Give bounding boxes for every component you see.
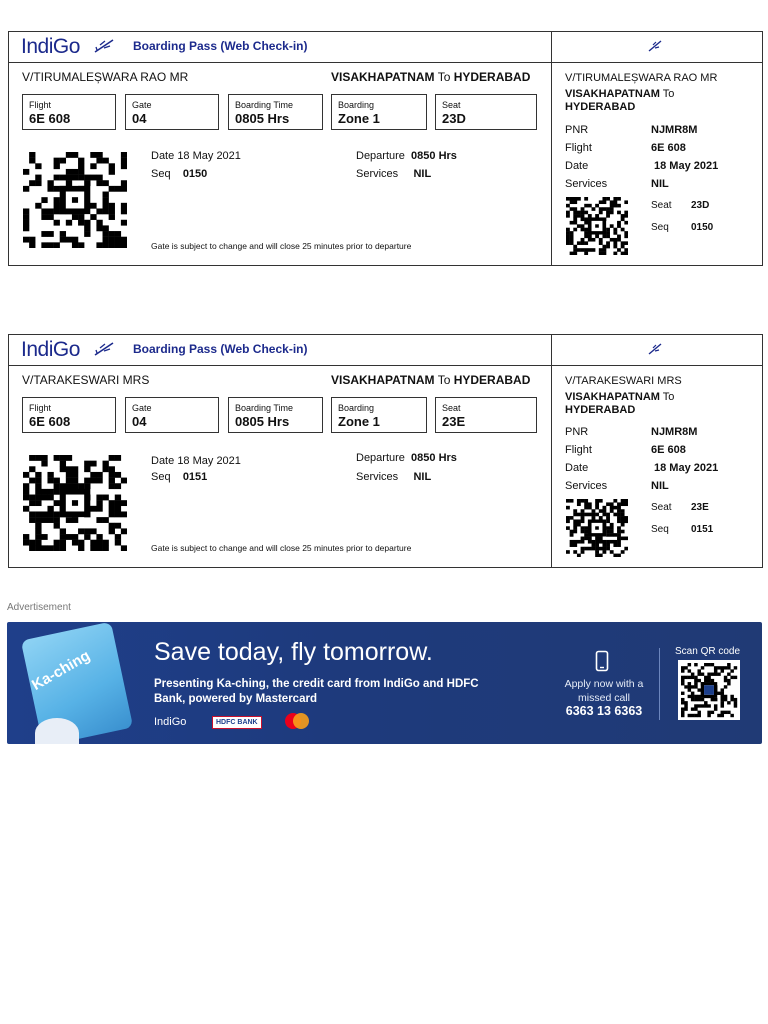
qr-code-icon — [678, 660, 740, 720]
stub-to-word: To — [662, 391, 675, 403]
seq-label: Seq — [151, 168, 171, 180]
seat-label: Seat — [442, 100, 461, 110]
gate-note: Gate is subject to change and will close 25 minutes prior to departure — [151, 241, 412, 251]
qr-code-icon — [566, 499, 628, 557]
date-label: Date — [151, 150, 175, 162]
passenger-name: V/TIRUMALEȘWARA RAO MR — [22, 70, 189, 84]
seq-label: Seq — [151, 471, 171, 483]
boarding-pass — [8, 31, 763, 266]
origin: VISAKHAPATNAM — [331, 70, 435, 84]
boarding-zone-box — [331, 397, 427, 433]
stub-to-word: To — [662, 88, 675, 100]
phone-number[interactable]: 6363 13 6363 — [565, 704, 643, 718]
departure-value: 0850 Hrs — [411, 452, 457, 464]
gate-value: 04 — [132, 111, 147, 126]
seat-value: 23D — [442, 111, 466, 126]
services-value: NIL — [413, 471, 432, 483]
mastercard-logo — [281, 711, 313, 731]
flight-box — [22, 397, 116, 433]
cup-image — [35, 718, 79, 744]
stub-passenger-name: V/TIRUMALEȘWARA RAO MR — [565, 72, 718, 84]
hdfc-bank-logo: HDFC BANK — [212, 716, 262, 729]
services-label: Services — [356, 471, 399, 483]
stub-services-value: NIL — [651, 178, 669, 190]
passenger-name: V/TARAKESWARI MRS — [22, 373, 150, 387]
gate-box — [125, 94, 219, 130]
stub-seat-label: Seat — [651, 502, 672, 513]
to-word: To — [437, 373, 451, 387]
gate-note: Gate is subject to change and will close 25 minutes prior to departure — [151, 543, 412, 553]
flight-value: 6E 608 — [29, 414, 71, 429]
stub-origin: VISAKHAPATNAM — [565, 391, 660, 403]
apply-text: Apply now with a missed call — [564, 678, 644, 704]
departure-info — [356, 150, 457, 162]
departure-value: 0850 Hrs — [411, 150, 457, 162]
pnr-label: PNR — [565, 124, 589, 136]
boarding-time-box — [228, 94, 323, 130]
services-info — [356, 471, 431, 483]
stub-flight-label: Flight — [565, 444, 592, 456]
boarding-zone-value: Zone 1 — [338, 111, 380, 126]
stub-divider — [551, 335, 552, 567]
indigo-logo: IndiGo — [154, 716, 187, 728]
services-value: NIL — [413, 168, 432, 180]
pass-title: Boarding Pass (Web Check-in) — [133, 39, 308, 53]
boarding-label: Boarding — [338, 403, 375, 413]
seat-value: 23E — [442, 414, 466, 429]
gate-label: Gate — [132, 100, 152, 110]
gate-box — [125, 397, 219, 433]
seat-box — [435, 94, 537, 130]
origin: VISAKHAPATNAM — [331, 373, 435, 387]
seq-value: 0150 — [182, 168, 208, 180]
services-info — [356, 168, 431, 180]
seq-value: 0151 — [182, 471, 208, 483]
indigo-logo: IndiGo — [21, 35, 80, 58]
stub-services-label: Services — [565, 480, 608, 492]
indigo-logo: IndiGo — [21, 338, 80, 361]
boarding-label: Boarding — [338, 100, 375, 110]
plane-icon — [647, 39, 663, 53]
stub-passenger-name: V/TARAKESWARI MRS — [565, 375, 682, 387]
services-label: Services — [356, 168, 399, 180]
qr-code-icon — [23, 152, 127, 248]
stub-flight-value: 6E 608 — [651, 142, 686, 154]
boarding-time-label: Boarding Time — [235, 403, 294, 413]
destination: HYDERABAD — [453, 70, 531, 84]
pnr-label: PNR — [565, 426, 589, 438]
boarding-time-box — [228, 397, 323, 433]
stub-flight-value: 6E 608 — [651, 444, 686, 456]
departure-label: Departure — [356, 452, 405, 464]
ad-subtext: Presenting Ka-ching, the credit card from IndiGo and HDFC Bank, powered by Mastercard — [154, 678, 479, 705]
stub-origin: VISAKHAPATNAM — [565, 88, 660, 100]
seq-info — [151, 168, 207, 180]
stub-seq-label: Seq — [651, 222, 669, 233]
stub-seq-value: 0151 — [691, 524, 714, 535]
stub-seq-label: Seq — [651, 524, 669, 535]
boarding-zone-box — [331, 94, 427, 130]
divider — [659, 648, 660, 720]
stub-route — [565, 391, 745, 417]
to-word: To — [437, 70, 451, 84]
stub-seat-label: Seat — [651, 200, 672, 211]
date-value: 18 May 2021 — [177, 455, 241, 467]
boarding-zone-value: Zone 1 — [338, 414, 380, 429]
stub-services-label: Services — [565, 178, 608, 190]
flight-label: Flight — [29, 100, 52, 110]
date-info — [151, 150, 241, 162]
date-value: 18 May 2021 — [177, 150, 241, 162]
stub-date-label: Date — [565, 160, 589, 172]
seat-box — [435, 397, 537, 433]
boarding-pass — [8, 334, 763, 568]
card-brand-text: Ka-ching — [29, 647, 94, 694]
plane-icon — [93, 340, 115, 358]
advertisement-banner[interactable] — [7, 622, 762, 744]
plane-icon — [647, 342, 663, 356]
pnr-value: NJMR8M — [651, 426, 698, 438]
seq-info — [151, 471, 207, 483]
scan-qr-label: Scan QR code — [675, 646, 741, 657]
phone-icon — [595, 650, 609, 672]
boarding-time-value: 0805 Hrs — [235, 111, 290, 126]
flight-value: 6E 608 — [29, 111, 71, 126]
departure-label: Departure — [356, 150, 405, 162]
stub-destination: HYDERABAD — [565, 101, 636, 113]
pass-title: Boarding Pass (Web Check-in) — [133, 342, 308, 356]
qr-code-icon — [23, 455, 127, 551]
flight-box — [22, 94, 116, 130]
boarding-time-label: Boarding Time — [235, 100, 294, 110]
stub-seat-value: 23D — [691, 200, 710, 211]
stub-date-label: Date — [565, 462, 589, 474]
advertisement-label: Advertisement — [7, 602, 71, 613]
gate-value: 04 — [132, 414, 147, 429]
stub-destination: HYDERABAD — [565, 404, 636, 416]
stub-date-value: 18 May 2021 — [654, 462, 719, 474]
stub-route — [565, 88, 745, 114]
plane-icon — [93, 37, 115, 55]
stub-flight-label: Flight — [565, 142, 592, 154]
stub-date-value: 18 May 2021 — [654, 160, 719, 172]
date-info — [151, 455, 241, 467]
date-label: Date — [151, 455, 175, 467]
stub-seq-value: 0150 — [691, 222, 714, 233]
departure-info — [356, 452, 457, 464]
seat-label: Seat — [442, 403, 461, 413]
qr-code-icon — [566, 197, 628, 255]
boarding-time-value: 0805 Hrs — [235, 414, 290, 429]
route — [331, 70, 530, 84]
ad-headline: Save today, fly tomorrow. — [154, 638, 433, 666]
gate-label: Gate — [132, 403, 152, 413]
stub-services-value: NIL — [651, 480, 669, 492]
destination: HYDERABAD — [453, 373, 531, 387]
route — [331, 373, 530, 387]
flight-label: Flight — [29, 403, 52, 413]
stub-divider — [551, 32, 552, 265]
stub-seat-value: 23E — [691, 502, 709, 513]
pnr-value: NJMR8M — [651, 124, 698, 136]
